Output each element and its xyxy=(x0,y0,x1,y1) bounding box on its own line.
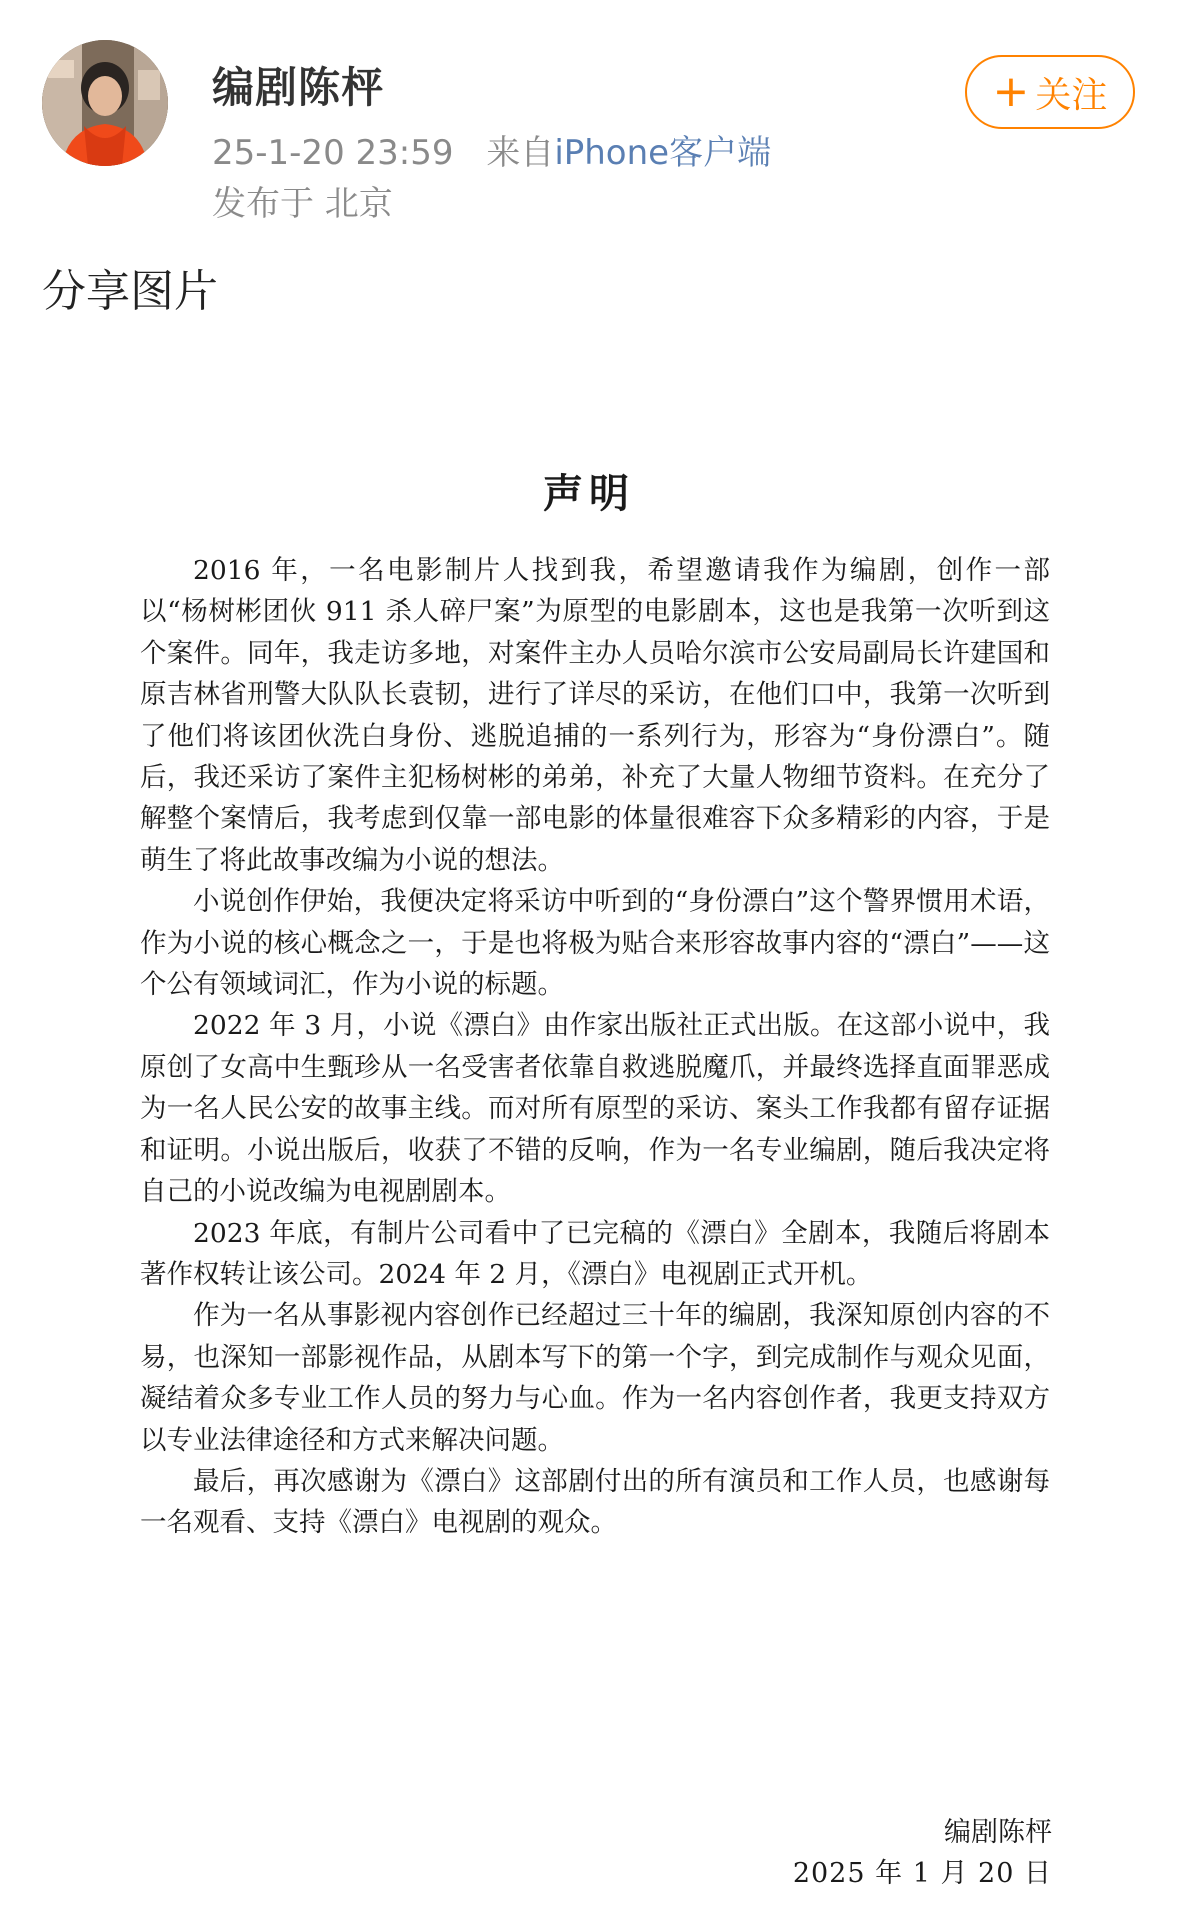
statement-date: 2025 年 1 月 20 日 xyxy=(792,1858,1052,1889)
avatar-image xyxy=(42,40,168,166)
statement-paragraph: 2023 年底，有制片公司看中了已完稿的《漂白》全剧本，我随后将剧本著作权转让该公司。2024 年 2 月，《漂白》电视剧正式开机。 xyxy=(140,1217,1050,1290)
statement-paragraph: 小说创作伊始，我便决定将采访中听到的“身份漂白”这个警界惯用术语，作为小说的核心概念之一，于是也将极为贴合来形容故事内容的“漂白”——这个公有领域词汇，作为小说的标题。 xyxy=(140,886,1050,1001)
statement-signer: 编剧陈枰 xyxy=(944,1817,1052,1848)
statement-image[interactable] xyxy=(0,330,1178,1911)
post-time: 25-1-20 23:59 xyxy=(212,133,454,173)
post-meta xyxy=(212,125,771,174)
avatar[interactable] xyxy=(42,40,168,166)
statement-body xyxy=(140,550,1050,1544)
follow-button[interactable] xyxy=(965,55,1135,129)
follow-label: 关注 xyxy=(1035,74,1108,116)
plus-icon: + xyxy=(992,66,1030,117)
statement-paragraph: 最后，再次感谢为《漂白》这部剧付出的所有演员和工作人员，也感谢每一名观看、支持《漂白》电视剧的观众。 xyxy=(140,1465,1050,1539)
post-text: 分享图片 xyxy=(42,266,218,317)
post-header xyxy=(0,0,1178,230)
post-location: 发布于 北京 xyxy=(212,184,393,224)
statement-paragraph: 作为一名从事影视内容创作已经超过三十年的编剧，我深知原创内容的不易，也深知一部影视作品，从剧本写下的第一个字，到完成制作与观众见面，凝结着众多专业工作人员的努力与心血。作为一名内容创作者，我更支持双方以专业法律途径和方式来解决问题。 xyxy=(140,1300,1050,1456)
statement-title: 声明 xyxy=(543,470,635,517)
post-client-link[interactable]: iPhone客户端 xyxy=(554,133,772,173)
author-name[interactable]: 编剧陈枰 xyxy=(212,63,385,112)
statement-paragraph: 2016 年，一名电影制片人找到我，希望邀请我作为编剧，创作一部以“杨树彬团伙 911 杀人碎尸案”为原型的电影剧本，这也是我第一次听到这个案件。同年，我走访多地，对案件主办人员哈尔滨市公安局副局长许建国和原吉林省刑警大队队长袁韧，进行了详尽的采访，在他们口中，我第一次听到了他们将该团伙洗白身份、逃脱追捕的一系列行为，形容为“身份漂白”。随后，我还采访了案件主犯杨树彬的弟弟，补充了大量人物细节资料。在充分了解整个案情后，我考虑到仅靠一部电影的体量很难容下众多精彩的内容，于是萌生了将此故事改编为小说的想法。 xyxy=(140,555,1050,876)
statement-paragraph: 2022 年 3 月，小说《漂白》由作家出版社正式出版。在这部小说中，我原创了女高中生甄珍从一名受害者依靠自救逃脱魔爪，并最终选择直面罪恶成为一名人民公安的故事主线。而对所有原型的采访、案头工作我都有留存证据和证明。小说出版后，收获了不错的反响，作为一名专业编剧，随后我决定将自己的小说改编为电视剧剧本。 xyxy=(140,1010,1050,1208)
post-from-prefix: 来自 xyxy=(486,133,555,173)
